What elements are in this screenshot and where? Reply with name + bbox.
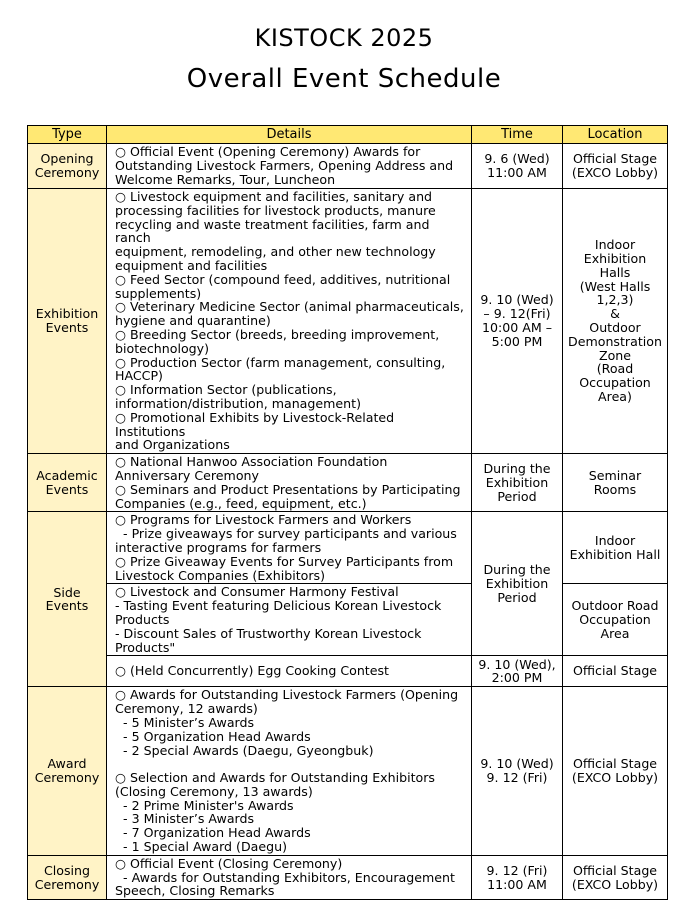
text-line: (EXCO Lobby) bbox=[571, 165, 659, 180]
text-line: ○ Programs for Livestock Farmers and Workers bbox=[115, 512, 412, 528]
row-award-ceremony bbox=[28, 687, 668, 856]
text-line: Closing bbox=[43, 862, 91, 878]
text-line: 11:00 AM bbox=[487, 165, 547, 180]
text-line: - Awards for Outstanding Exhibitors, Encouragement bbox=[115, 869, 455, 885]
spacer bbox=[115, 757, 468, 771]
time-cell bbox=[472, 656, 563, 687]
text-line: Outdoor Road bbox=[571, 598, 659, 614]
text-line: Ceremony bbox=[34, 165, 100, 180]
text-line: ○ National Hanwoo Association Foundation bbox=[115, 454, 388, 470]
text-line: (EXCO Lobby) bbox=[571, 876, 659, 892]
text-line: processing facilities for livestock products, manure bbox=[115, 202, 436, 218]
text-line: – 9. 12(Fri) bbox=[483, 306, 551, 322]
text-line: Exhibition bbox=[485, 474, 549, 490]
text-line: Demonstration bbox=[568, 333, 662, 349]
details-cell bbox=[107, 584, 472, 656]
time-cell bbox=[472, 687, 563, 856]
text-line: ○ Breeding Sector (breeds, breeding improvement, bbox=[115, 326, 440, 342]
text-line: Rooms bbox=[593, 481, 637, 497]
text-line: Official Stage bbox=[572, 862, 658, 878]
type-cell bbox=[28, 189, 107, 454]
type-cell bbox=[28, 454, 107, 512]
header-time: Time bbox=[472, 126, 563, 144]
text-line: Occupation bbox=[579, 611, 651, 627]
text-line: 9. 10 (Wed) bbox=[480, 756, 554, 772]
text-line: (Road bbox=[596, 361, 634, 377]
document-subtitle: Overall Event Schedule bbox=[186, 64, 502, 94]
text-line: Speech, Closing Remarks bbox=[115, 883, 275, 899]
details-cell bbox=[107, 144, 472, 189]
details-cell bbox=[107, 656, 472, 687]
text-line: - Discount Sales of Trustworthy Korean Livestock bbox=[115, 625, 422, 641]
text-line: 9. 12 (Fri) bbox=[486, 862, 548, 878]
row-opening-ceremony bbox=[28, 144, 668, 189]
text-line: Exhibition bbox=[35, 306, 99, 322]
table-header-row bbox=[28, 126, 668, 144]
text-line: Area bbox=[600, 625, 630, 641]
text-line: 2:00 PM bbox=[491, 670, 543, 686]
text-line: ○ Livestock and Consumer Harmony Festival bbox=[115, 584, 399, 600]
text-line: ○ Selection and Awards for Outstanding Exhibitors bbox=[115, 770, 435, 786]
text-line: ○ Official Event (Opening Ceremony) Awards for bbox=[115, 144, 421, 160]
text-line: 9. 10 (Wed), bbox=[478, 656, 556, 672]
text-line: ○ (Held Concurrently) Egg Cooking Contest bbox=[115, 663, 389, 679]
text-line: ○ Feed Sector (compound feed, additives, nutritional bbox=[115, 271, 451, 287]
details-cell bbox=[107, 454, 472, 512]
text-line: 9. 12 (Fri) bbox=[486, 770, 548, 786]
text-line: supplements) bbox=[115, 285, 202, 301]
text-line: ○ Promotional Exhibits by Livestock-Related Institutions bbox=[115, 409, 399, 439]
type-cell bbox=[28, 687, 107, 856]
location-cell bbox=[563, 512, 668, 584]
row-closing-ceremony bbox=[28, 855, 668, 899]
header-type: Type bbox=[28, 126, 107, 144]
text-line: HACCP) bbox=[115, 368, 163, 384]
text-line: ○ Information Sector (publications, bbox=[115, 382, 337, 398]
text-line: ○ Seminars and Product Presentations by Participating bbox=[115, 481, 461, 497]
text-line: Official Stage bbox=[572, 151, 658, 167]
text-line: ○ Livestock equipment and facilities, sanitary and bbox=[115, 189, 433, 204]
type-cell bbox=[28, 512, 107, 687]
text-line: 11:00 AM bbox=[487, 876, 547, 892]
time-cell bbox=[472, 512, 563, 656]
text-line: - Prize giveaways for survey participants and various bbox=[115, 526, 457, 542]
text-line: ○ Veterinary Medicine Sector (animal pharmaceuticals, bbox=[115, 299, 464, 315]
text-line: (Closing Ceremony, 13 awards) bbox=[115, 783, 313, 799]
text-line: - 1 Special Award (Daegu) bbox=[115, 839, 287, 855]
text-line: information/distribution, management) bbox=[115, 395, 361, 411]
type-cell bbox=[28, 144, 107, 189]
text-line: - 2 Prime Minister's Awards bbox=[115, 797, 294, 813]
time-cell bbox=[472, 144, 563, 189]
text-line: - 5 Minister’s Awards bbox=[115, 714, 255, 730]
text-line: 9. 10 (Wed) bbox=[480, 292, 554, 308]
header-details: Details bbox=[107, 126, 472, 144]
text-line: Official Stage bbox=[572, 756, 658, 772]
text-line: Products" bbox=[115, 639, 176, 655]
text-line: 5:00 PM bbox=[491, 333, 543, 349]
text-line: Events bbox=[45, 481, 89, 497]
text-line: Academic bbox=[36, 467, 98, 483]
text-line: During the bbox=[483, 562, 551, 578]
row-exhibition-events bbox=[28, 189, 668, 454]
text-line: Companies (e.g., feed, equipment, etc.) bbox=[115, 495, 367, 511]
text-line: Outdoor bbox=[589, 320, 641, 336]
location-cell bbox=[563, 144, 668, 189]
text-line: interactive programs for farmers bbox=[115, 539, 322, 555]
text-line: (West Halls bbox=[579, 278, 651, 294]
text-line: Seminar bbox=[588, 467, 642, 483]
text-line: Anniversary Ceremony bbox=[115, 467, 259, 483]
text-line: Period bbox=[497, 589, 537, 605]
text-line: hygiene and quarantine) bbox=[115, 313, 271, 329]
text-line: 10:00 AM – bbox=[481, 320, 553, 336]
text-line: 9. 6 (Wed) bbox=[484, 151, 550, 167]
text-line: ○ Prize Giveaway Events for Survey Participants from bbox=[115, 553, 454, 569]
text-line: - 5 Organization Head Awards bbox=[115, 728, 311, 744]
text-line: 1,2,3) bbox=[596, 292, 634, 308]
text-line: During the bbox=[483, 461, 551, 477]
text-line: - 2 Special Awards (Daegu, Gyeongbuk) bbox=[115, 742, 374, 758]
text-line: Indoor bbox=[594, 237, 636, 253]
location-cell bbox=[563, 584, 668, 656]
text-line: equipment and facilities bbox=[115, 257, 268, 273]
details-cell bbox=[107, 687, 472, 856]
text-line: recycling and waste treatment facilities, farm and ranch bbox=[115, 216, 434, 246]
text-line: Occupation bbox=[579, 375, 651, 391]
text-line: and Organizations bbox=[115, 437, 230, 453]
text-line: Products bbox=[115, 611, 170, 627]
time-cell bbox=[472, 189, 563, 454]
location-cell bbox=[563, 189, 668, 454]
text-line: Halls bbox=[599, 264, 631, 280]
text-line: biotechnology) bbox=[115, 340, 210, 356]
text-line: Opening bbox=[40, 151, 94, 167]
header-location: Location bbox=[563, 126, 668, 144]
text-line: Side bbox=[53, 584, 81, 600]
details-cell bbox=[107, 189, 472, 454]
text-line: Area) bbox=[598, 389, 632, 405]
text-line: & bbox=[610, 306, 620, 322]
document-title: KISTOCK 2025 bbox=[254, 24, 434, 52]
text-line: Livestock Companies (Exhibitors) bbox=[115, 567, 326, 583]
text-line: Events bbox=[45, 598, 89, 614]
text-line: Events bbox=[45, 320, 89, 336]
type-cell bbox=[28, 855, 107, 899]
row-academic-events bbox=[28, 454, 668, 512]
text-line: Exhibition bbox=[583, 251, 647, 267]
text-line: equipment, remodeling, and other new technology bbox=[115, 244, 436, 260]
text-line: - Tasting Event featuring Delicious Korean Livestock bbox=[115, 598, 442, 614]
row-side-events-b bbox=[28, 584, 668, 656]
award-closing-block bbox=[115, 771, 468, 854]
text-line: Zone bbox=[598, 347, 632, 363]
time-cell bbox=[472, 855, 563, 899]
text-line: ○ Official Event (Closing Ceremony) bbox=[115, 855, 343, 871]
text-line: Official Stage bbox=[572, 663, 658, 679]
text-line: Welcome Remarks, Tour, Luncheon bbox=[115, 171, 336, 187]
location-cell bbox=[563, 656, 668, 687]
text-line: ○ Awards for Outstanding Livestock Farmers (Opening bbox=[115, 687, 459, 703]
text-line: Ceremony bbox=[34, 770, 100, 786]
row-side-events-a bbox=[28, 512, 668, 584]
details-cell bbox=[107, 512, 472, 584]
text-line: - 7 Organization Head Awards bbox=[115, 825, 311, 841]
row-side-events-c bbox=[28, 656, 668, 687]
text-line: Ceremony, 12 awards) bbox=[115, 701, 258, 717]
text-line: Outstanding Livestock Farmers, Opening Address and bbox=[115, 158, 454, 174]
location-cell bbox=[563, 687, 668, 856]
text-line: Ceremony bbox=[34, 876, 100, 892]
location-cell bbox=[563, 855, 668, 899]
text-line: Period bbox=[497, 488, 537, 504]
location-cell bbox=[563, 454, 668, 512]
text-line: ○ Production Sector (farm management, consulting, bbox=[115, 354, 446, 370]
text-line: - 3 Minister’s Awards bbox=[115, 811, 255, 827]
text-line: Exhibition bbox=[485, 575, 549, 591]
text-line: Award bbox=[47, 756, 87, 772]
text-line: (EXCO Lobby) bbox=[571, 770, 659, 786]
event-schedule-table bbox=[27, 125, 668, 900]
time-cell bbox=[472, 454, 563, 512]
text-line: Indoor bbox=[594, 533, 636, 549]
award-opening-block bbox=[115, 688, 468, 757]
details-cell bbox=[107, 855, 472, 899]
text-line: Exhibition Hall bbox=[569, 546, 661, 562]
